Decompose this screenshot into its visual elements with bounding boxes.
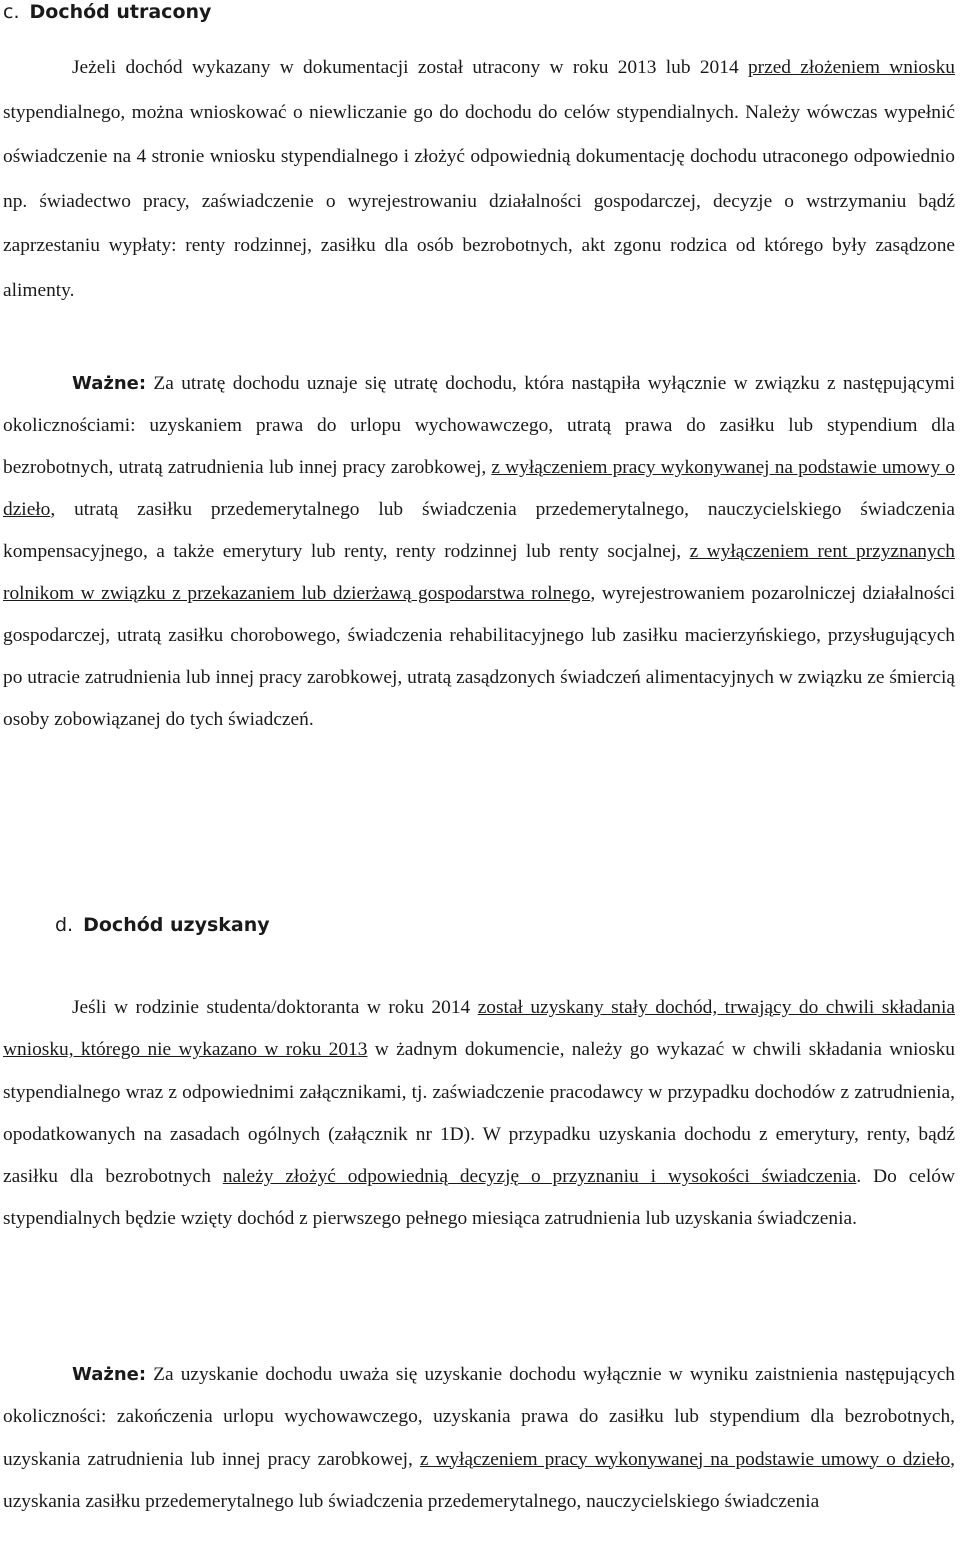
text-run: w żadnym dokumencie, należy go wykazać w chwili składania wniosku stypendialnego wraz z odpowiednimi załącznikami, tj. zaświadczenie pracodawcy w przypadku dochodów z zatrudnienia, opodatkowanych na zasadach ogólnych (załącznik nr 1D). W przypadku uzyskania dochodu z emerytury, renty, bądź zasiłku dla bezrobotnych	[3, 1039, 955, 1188]
underlined-text: z wyłączeniem pracy wykonywanej na podstawie umowy o dzieło	[3, 457, 955, 520]
section-c-heading	[3, 0, 211, 24]
text-run: Jeżeli dochód wykazany w dokumentacji został utracony w roku 2013 lub 2014	[72, 57, 748, 78]
text-run: stypendialnego, można wnioskować o niewliczanie go do dochodu do celów stypendialnych. Należy wówczas wypełnić oświadczenie na 4 stronie wniosku stypendialnego i złożyć odpowiednią dokumentację dochodu utraconego odpowiednio np. świadectwo pracy, zaświadczenie o wyrejestrowaniu działalności gospodarczej, decyzje o wstrzymaniu bądź zaprzestaniu wypłaty: renty rodzinnej, zasiłku dla osób bezrobotnych, akt zgonu rodzica od którego były zasądzone alimenty.	[3, 101, 955, 301]
text-run: Jeśli w rodzinie studenta/doktoranta w roku 2014	[72, 997, 478, 1018]
section-c-letter: c.	[3, 1, 20, 23]
section-d-heading	[55, 913, 270, 937]
section-c-title: Dochód utracony	[29, 1, 212, 23]
section-d-paragraph-1	[3, 987, 955, 1241]
underlined-text: przed złożeniem wniosku	[747, 57, 955, 78]
underlined-text: został uzyskany stały dochód, trwający do chwili składania wniosku, którego nie wykazano w roku 2013	[3, 997, 955, 1061]
important-label: Ważne:	[72, 1364, 147, 1385]
underlined-text: z wyłączeniem pracy wykonywanej na podstawie umowy o dzieło	[419, 1448, 951, 1470]
text-run: , utratą zasiłku przedemerytalnego lub świadczenia przedemerytalnego, nauczycielskiego świadczenia kompensacyjnego, a także emerytury lub renty, renty rodzinnej lub renty socjalnej,	[3, 499, 955, 562]
section-d-title: Dochód uzyskany	[83, 914, 270, 936]
section-c-paragraph-1	[3, 46, 955, 313]
underlined-text: z wyłączeniem rent przyznanych rolnikom w związku z przekazaniem lub dzierżawą gospodarstwa rolnego	[3, 541, 955, 604]
important-label: Ważne:	[72, 373, 147, 394]
section-c-important-note	[3, 363, 955, 741]
text-run: , uzyskania zasiłku przedemerytalnego lub świadczenia przedemerytalnego, nauczycielskiego świadczenia	[3, 1448, 955, 1512]
text-run: Za uzyskanie dochodu uważa się uzyskanie dochodu wyłącznie w wyniku zaistnienia następujących okoliczności: zakończenia urlopu wychowawczego, uzyskania prawa do zasiłku lub stypendium dla bezrobotnych, uzyskania zatrudnienia lub innej pracy zarobkowej,	[3, 1364, 955, 1470]
text-run: Za utratę dochodu uznaje się utratę dochodu, która nastąpiła wyłącznie w związku z następującymi okolicznościami: uzyskaniem prawa do urlopu wychowawczego, utratą prawa do zasiłku lub stypendium dla bezrobotnych, utratą zatrudnienia lub innej pracy zarobkowej,	[3, 373, 955, 478]
text-run: , wyrejestrowaniem pozarolniczej działalności gospodarczej, utratą zasiłku chorobowego, świadczenia rehabilitacyjnego lub zasiłku macierzyńskiego, przysługujących po utracie zatrudnienia lub innej pracy zarobkowej, utratą zasądzonych świadczeń alimentacyjnych w związku ze śmiercią osoby zobowiązanej do tych świadczeń.	[3, 583, 955, 730]
text-run: . Do celów stypendialnych będzie wzięty dochód z pierwszego pełnego miesiąca zatrudnienia lub uzyskania świadczenia.	[3, 1166, 955, 1230]
section-d-letter: d.	[55, 914, 74, 936]
section-d-important-note	[3, 1354, 955, 1523]
underlined-text: należy złożyć odpowiednią decyzję o przyznaniu i wysokości świadczenia	[222, 1166, 857, 1188]
